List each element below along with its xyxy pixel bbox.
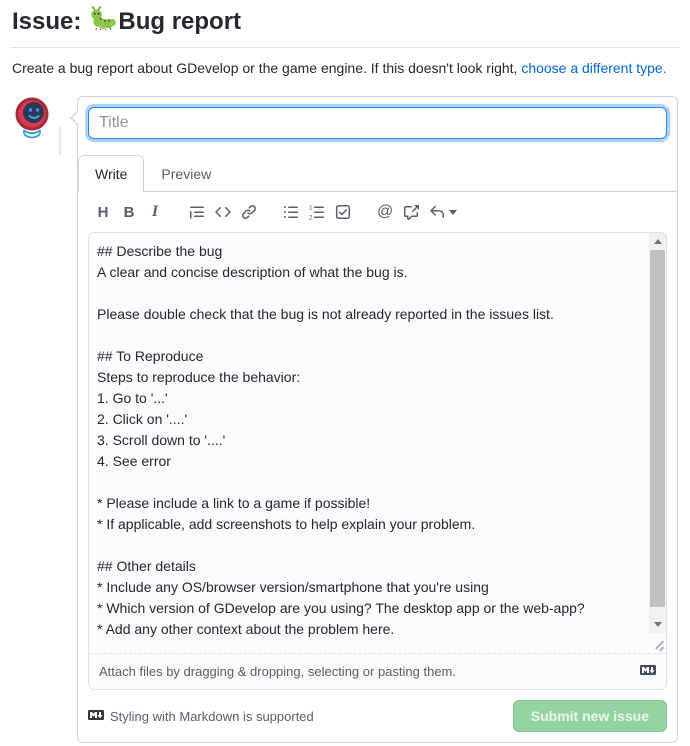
markdown-icon bbox=[640, 662, 656, 681]
scroll-down-arrow-icon[interactable] bbox=[649, 616, 666, 633]
italic-icon[interactable]: I bbox=[151, 203, 159, 220]
toolbar-group-insert bbox=[184, 200, 262, 224]
cross-reference-icon[interactable] bbox=[398, 200, 424, 224]
tab-preview[interactable]: Preview bbox=[161, 166, 212, 182]
page-title bbox=[12, 6, 678, 37]
issue-body-textarea[interactable] bbox=[89, 233, 666, 654]
markdown-icon bbox=[88, 707, 104, 726]
header-divider bbox=[10, 47, 680, 48]
page-title-prefix: Issue: bbox=[12, 7, 82, 35]
svg-text:1: 1 bbox=[309, 204, 313, 212]
page-title-text: Bug report bbox=[118, 7, 242, 35]
svg-text:2: 2 bbox=[309, 214, 313, 220]
choose-different-type-link[interactable]: choose a different type. bbox=[521, 60, 667, 76]
markdown-toolbar bbox=[88, 192, 667, 230]
issue-comment-box bbox=[77, 96, 678, 743]
resize-grip-icon[interactable] bbox=[651, 638, 664, 651]
link-icon[interactable] bbox=[236, 200, 262, 224]
tab-write[interactable]: Write bbox=[78, 155, 144, 192]
heading-icon[interactable]: H bbox=[97, 203, 109, 221]
scrollbar-thumb[interactable] bbox=[650, 250, 665, 607]
new-issue-form bbox=[12, 96, 678, 743]
submit-new-issue-button[interactable]: Submit new issue bbox=[513, 700, 667, 732]
toolbar-group-lists bbox=[278, 200, 356, 224]
form-footer bbox=[88, 700, 667, 734]
attach-files-bar[interactable] bbox=[89, 654, 666, 689]
chevron-down-icon bbox=[449, 210, 457, 215]
markdown-supported-note[interactable]: Styling with Markdown is supported bbox=[88, 707, 314, 726]
code-icon[interactable] bbox=[210, 200, 236, 224]
scroll-up-arrow-icon[interactable] bbox=[649, 233, 666, 250]
textarea-scrollbar[interactable] bbox=[649, 233, 666, 633]
toolbar-group-text bbox=[90, 200, 168, 224]
saved-replies-icon[interactable] bbox=[424, 200, 462, 224]
comment-body-area bbox=[88, 232, 667, 690]
mention-icon[interactable]: @ bbox=[377, 203, 394, 220]
toolbar-group-refs bbox=[372, 200, 462, 224]
quote-icon[interactable] bbox=[184, 200, 210, 224]
task-list-icon[interactable] bbox=[330, 200, 356, 224]
bug-emoji bbox=[89, 6, 116, 37]
user-avatar[interactable] bbox=[12, 96, 52, 147]
issue-title-input[interactable] bbox=[88, 107, 667, 139]
unordered-list-icon[interactable] bbox=[278, 200, 304, 224]
ordered-list-icon[interactable] bbox=[304, 200, 330, 224]
attach-files-hint: Attach files by dragging & dropping, selecting or pasting them. bbox=[99, 664, 456, 679]
write-preview-tabs bbox=[78, 155, 677, 192]
timeline-line bbox=[59, 127, 61, 155]
bold-icon[interactable]: B bbox=[123, 203, 135, 221]
template-description: Create a bug report about GDevelop or the game engine. If this doesn't look right, choose a different type. bbox=[12, 60, 667, 76]
